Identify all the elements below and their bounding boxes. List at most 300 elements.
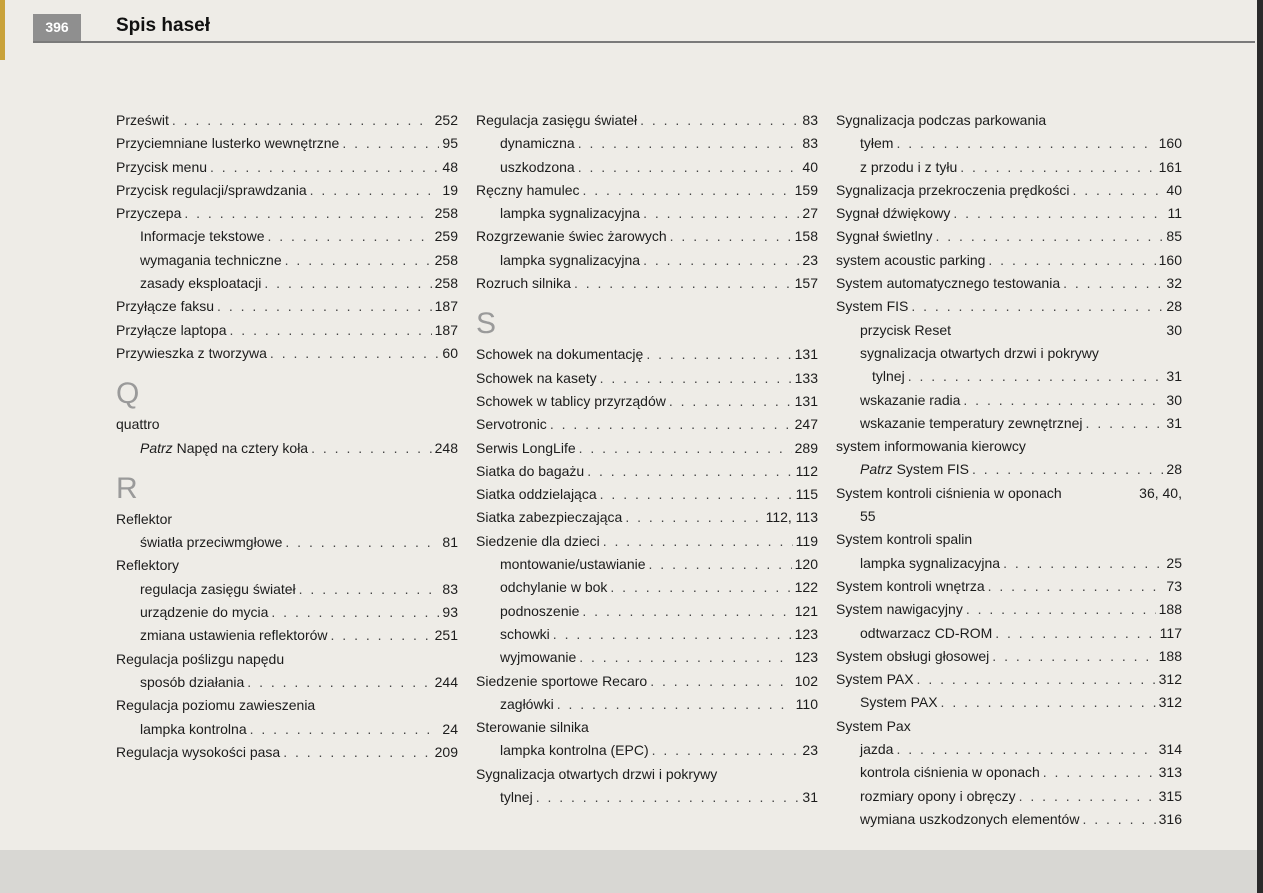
dot-leader [184, 202, 431, 225]
index-subentry [836, 552, 1182, 575]
entry-term-text: System kontroli spalin [836, 531, 973, 548]
dot-leader [649, 553, 792, 576]
entry-term [836, 575, 985, 598]
entry-term-text: Regulacja wysokości pasa [116, 743, 281, 760]
dot-leader [1082, 808, 1155, 831]
index-subentry [836, 412, 1182, 435]
index-entry [836, 109, 1182, 132]
entry-term [836, 272, 1060, 295]
entry-term-text: system informowania kierowcy [836, 438, 1026, 455]
entry-page-number: 31 [802, 789, 818, 806]
page-number: 396 [33, 14, 81, 41]
entry-term-text: System obsługi głosowej [836, 647, 990, 664]
entry-page-number: 312 [1158, 671, 1182, 688]
entry-page-number: 24 [442, 720, 458, 737]
entry-page-number: 112 [795, 462, 818, 479]
entry-page-number: 289 [794, 439, 818, 456]
entry-term-text: Przyciemniane lusterko wewnętrzne [116, 135, 340, 152]
index-entry [476, 460, 818, 483]
entry-term [836, 109, 1046, 132]
entry-page-number: 131 [794, 346, 818, 363]
entry-term-text: Sygnał dźwiękowy [836, 205, 951, 222]
index-subentry [836, 389, 1182, 412]
dot-leader [264, 272, 431, 295]
index-entry [116, 156, 458, 179]
dot-leader [579, 646, 791, 669]
entry-term-text: Przycisk menu [116, 158, 208, 175]
entry-term [860, 389, 960, 412]
dot-leader [270, 342, 440, 365]
index-subentry [116, 272, 458, 295]
index-entry [836, 295, 1182, 318]
entry-page-number: 32 [1166, 275, 1182, 292]
dot-leader [953, 202, 1164, 225]
index-subentry [476, 623, 818, 646]
entry-term [476, 530, 600, 553]
entry-term [836, 598, 963, 621]
entry-term-text: system acoustic parking [836, 251, 986, 268]
dot-leader [331, 624, 432, 647]
dot-leader [574, 272, 792, 295]
entry-page-number: 258 [434, 205, 458, 222]
entry-term-text: zmiana ustawienia reflektorów [140, 627, 328, 644]
index-entry [476, 367, 818, 390]
dot-leader [988, 249, 1155, 272]
dot-leader [1003, 552, 1163, 575]
entry-term-text: Siedzenie dla dzieci [476, 532, 600, 549]
entry-term [500, 249, 640, 272]
entry-term [476, 483, 597, 506]
entry-term [836, 202, 950, 225]
entry-term-text: tylnej [500, 789, 533, 806]
entry-term [836, 435, 1026, 458]
entry-term-text: quattro [116, 416, 160, 433]
dot-leader [583, 179, 792, 202]
entry-page-number: 19 [442, 181, 458, 198]
index-subentry [476, 739, 818, 762]
entry-see-prefix: Patrz [860, 461, 893, 478]
entry-term-text: Rozgrzewanie świec żarowych [476, 228, 667, 245]
page-edge-right [1257, 0, 1263, 893]
entry-term [500, 202, 640, 225]
entry-term-text: odtwarzacz CD-ROM [860, 624, 993, 641]
entry-page-number: 159 [794, 181, 818, 198]
entry-term [860, 319, 951, 342]
entry-page-number: 187 [434, 298, 458, 315]
entry-term-text: Sygnalizacja przekroczenia prędkości [836, 181, 1070, 198]
entry-page-number: 316 [1158, 810, 1182, 827]
index-entry [476, 225, 818, 248]
index-entry [116, 319, 458, 342]
index-subentry [116, 718, 458, 741]
entry-page-number: 23 [802, 251, 818, 268]
entry-page-number: 83 [802, 135, 818, 152]
entry-term [860, 458, 969, 481]
index-subentry [476, 553, 818, 576]
index-entry [476, 179, 818, 202]
entry-page-number: 83 [802, 112, 818, 128]
index-subentry [836, 761, 1182, 784]
page-title: Spis haseł [116, 15, 210, 36]
dot-leader [217, 295, 432, 318]
index-entry [116, 413, 458, 436]
dot-leader [917, 668, 1156, 691]
entry-term [116, 508, 172, 531]
entry-term [140, 225, 265, 248]
entry-page-number: 85 [1166, 228, 1182, 245]
dot-leader [640, 109, 799, 132]
entry-term [500, 786, 533, 809]
dot-leader [553, 623, 792, 646]
entry-term-text: zagłówki [500, 695, 554, 712]
dot-leader [936, 225, 1164, 248]
entry-page-number: 73 [1166, 577, 1182, 594]
entry-page-number: 30 [1166, 391, 1182, 408]
entry-page-number: 102 [794, 672, 818, 689]
index-entry [836, 575, 1182, 598]
entry-page-number: 209 [434, 743, 458, 760]
dot-leader [669, 390, 792, 413]
index-entry [116, 648, 458, 671]
index-entry [116, 202, 458, 225]
entry-term-text: System FIS [896, 461, 969, 478]
index-subentry [836, 738, 1182, 761]
entry-page-number: 119 [795, 532, 818, 549]
entry-term-text: Przyczepa [116, 205, 182, 222]
entry-term [476, 367, 597, 390]
dot-leader [670, 225, 792, 248]
entry-term [476, 437, 576, 460]
entry-page-number: 133 [794, 369, 818, 386]
entry-page-number: 158 [794, 228, 818, 245]
entry-term [860, 691, 938, 714]
entry-term-text: Schowek w tablicy przyrządów [476, 392, 666, 409]
entry-term [116, 202, 181, 225]
index-subentry [116, 601, 458, 624]
entry-term [500, 693, 554, 716]
entry-term-text: dynamiczna [500, 135, 575, 152]
entry-term [476, 716, 589, 739]
index-letter-heading: S [476, 307, 497, 341]
entry-see-prefix: Patrz [140, 439, 173, 456]
index-subentry [836, 622, 1182, 645]
dot-leader [992, 645, 1155, 668]
entry-term [116, 648, 284, 671]
entry-term [836, 715, 911, 738]
index-letter-heading: Q [116, 377, 140, 411]
entry-term-text: Sterowanie silnika [476, 719, 589, 736]
entry-page-number: 248 [434, 439, 458, 456]
index-subentry [116, 578, 458, 601]
index-entry [116, 508, 458, 531]
entry-term [476, 460, 584, 483]
entry-term [476, 225, 667, 248]
entry-page-number: 60 [442, 344, 458, 361]
dot-leader [578, 156, 800, 179]
entry-term [140, 578, 296, 601]
entry-term [500, 576, 607, 599]
index-subentry [116, 531, 458, 554]
index-subentry [476, 693, 818, 716]
dot-leader [579, 437, 792, 460]
footer-band [0, 850, 1257, 893]
entry-term [500, 623, 550, 646]
entry-term [116, 413, 160, 436]
entry-term-text: System automatycznego testowania [836, 275, 1061, 292]
dot-leader [310, 179, 440, 202]
dot-leader [1086, 412, 1164, 435]
entry-page-number: 121 [794, 602, 818, 619]
entry-term [500, 646, 576, 669]
index-subentry [116, 437, 458, 460]
entry-term [140, 531, 282, 554]
index-entry [476, 763, 818, 786]
index-entry [836, 179, 1182, 202]
entry-term [116, 694, 315, 717]
entry-term-text: Serwis LongLife [476, 439, 576, 456]
index-subentry [476, 786, 818, 809]
entry-term-text: Przyłącze faksu [116, 298, 215, 315]
entry-term-text: System Pax [836, 717, 911, 734]
dot-leader [972, 458, 1163, 481]
index-entry [836, 528, 1182, 551]
entry-term-text: System kontroli wnętrza [836, 577, 985, 594]
entry-term [836, 295, 908, 318]
index-entry [116, 132, 458, 155]
entry-term-text: System kontroli ciśnienia w oponach [836, 484, 1062, 501]
dot-leader [1063, 272, 1163, 295]
entry-term-text: podnoszenie [500, 602, 580, 619]
entry-page-number: 115 [795, 486, 818, 503]
entry-page-number: 31 [1166, 414, 1182, 431]
index-entry [116, 342, 458, 365]
entry-term [116, 109, 169, 132]
entry-term [872, 365, 905, 388]
dot-leader [610, 576, 791, 599]
index-entry [836, 598, 1182, 621]
entry-term-text: Reflektor [116, 510, 173, 527]
index-entry [476, 530, 818, 553]
entry-term [860, 738, 893, 761]
entry-term [476, 343, 643, 366]
dot-leader [600, 483, 793, 506]
entry-term-text: System FIS [836, 298, 909, 315]
entry-term-text: Reflektory [116, 557, 180, 574]
index-column-3 [836, 109, 1182, 831]
entry-term-text: Siatka do bagażu [476, 462, 585, 479]
entry-term-text: Sygnalizacja podczas parkowania [836, 112, 1047, 128]
entry-page-number: 48 [442, 158, 458, 175]
entry-page-number: 110 [795, 695, 818, 712]
index-entry [116, 741, 458, 764]
entry-term [500, 553, 646, 576]
dot-leader [247, 671, 431, 694]
entry-page-number: 315 [1158, 787, 1182, 804]
entry-term [500, 156, 575, 179]
index-subentry [836, 505, 1182, 528]
entry-term-text: Prześwit [116, 112, 169, 128]
entry-term [860, 785, 1016, 808]
entry-term [860, 342, 1099, 365]
entry-term [860, 156, 957, 179]
index-entry [476, 343, 818, 366]
dot-leader [210, 156, 439, 179]
dot-leader [966, 598, 1156, 621]
entry-term [116, 741, 280, 764]
dot-leader [1072, 179, 1163, 202]
dot-leader [268, 225, 432, 248]
entry-page-number: 252 [434, 112, 458, 128]
entry-term-text: sposób działania [140, 673, 245, 690]
entry-term [116, 132, 339, 155]
entry-term-text: 55 [860, 508, 876, 525]
entry-term-text: Schowek na dokumentację [476, 346, 644, 363]
entry-term [116, 342, 267, 365]
entry-page-number: 161 [1158, 158, 1182, 175]
entry-term [116, 156, 207, 179]
index-entry [476, 506, 818, 529]
entry-page-number: 251 [434, 627, 458, 644]
dot-leader [250, 718, 440, 741]
entry-page-number: 120 [794, 556, 818, 573]
entry-page-number: 93 [442, 604, 458, 621]
dot-leader [995, 622, 1156, 645]
entry-term-text: Ręczny hamulec [476, 181, 580, 198]
entry-term [500, 600, 579, 623]
dot-leader [963, 389, 1163, 412]
entry-term-text: Regulacja poślizgu napędu [116, 650, 285, 667]
entry-term [836, 249, 985, 272]
entry-page-number: 27 [802, 205, 818, 222]
index-entry [116, 554, 458, 577]
entry-page-number: 112, 113 [765, 509, 818, 526]
entry-term-text: Servotronic [476, 416, 547, 433]
entry-term [476, 670, 647, 693]
entry-page-number: 40 [802, 158, 818, 175]
entry-term-text: Przyłącze laptopa [116, 321, 227, 338]
entry-term-text: System nawigacyjny [836, 601, 963, 618]
index-entry [836, 249, 1182, 272]
entry-page-number: 313 [1158, 764, 1182, 781]
index-subentry [836, 319, 1182, 342]
index-subentry [476, 202, 818, 225]
entry-term [836, 668, 914, 691]
entry-term [140, 624, 328, 647]
entry-term-text: tylnej [872, 368, 905, 385]
dot-leader [603, 530, 793, 553]
entry-term-text: wskazanie radia [860, 391, 961, 408]
dot-leader [908, 365, 1164, 388]
entry-page-number: 40 [1166, 181, 1182, 198]
entry-term [476, 179, 580, 202]
entry-term-text: światła przeciwmgłowe [140, 534, 283, 551]
entry-term [860, 132, 893, 155]
entry-term-text: Napęd na cztery koła [176, 439, 309, 456]
entry-page-number: 122 [794, 579, 818, 596]
index-entry [836, 645, 1182, 668]
index-subentry [116, 671, 458, 694]
entry-term-text: wskazanie temperatury zewnętrznej [860, 414, 1083, 431]
index-column-1 [116, 109, 458, 764]
entry-page-number: 25 [1166, 554, 1182, 571]
entry-term [476, 763, 717, 786]
entry-term [836, 645, 989, 668]
entry-term-text: sygnalizacja otwartych drzwi i pokrywy [860, 344, 1099, 361]
entry-term-text: Rozruch silnika [476, 275, 571, 292]
dot-leader [646, 343, 791, 366]
index-entry [836, 715, 1182, 738]
index-subentry [116, 624, 458, 647]
index-entry [476, 716, 818, 739]
entry-term [476, 272, 571, 295]
dot-leader [557, 693, 793, 716]
entry-term-text: lampka sygnalizacyjna [500, 205, 641, 222]
index-subentry [836, 808, 1182, 831]
index-subentry [836, 785, 1182, 808]
entry-term [140, 718, 247, 741]
entry-term-text: rozmiary opony i obręczy [860, 787, 1016, 804]
index-entry [836, 482, 1182, 505]
dot-leader [652, 739, 800, 762]
entry-page-number: 30 [1166, 321, 1182, 338]
entry-page-number: 31 [1166, 368, 1182, 385]
entry-page-number: 131 [794, 392, 818, 409]
entry-page-number: 258 [434, 275, 458, 292]
entry-page-number: 247 [794, 416, 818, 433]
entry-page-number: 160 [1158, 135, 1182, 152]
dot-leader [285, 249, 432, 272]
entry-term-text: Informacje tekstowe [140, 228, 265, 245]
index-subentry [836, 458, 1182, 481]
index-subentry [836, 365, 1182, 388]
entry-term-text: Przywieszka z tworzywa [116, 344, 267, 361]
entry-term-text: Schowek na kasety [476, 369, 597, 386]
index-entry [116, 694, 458, 717]
index-entry [836, 272, 1182, 295]
dot-leader [582, 600, 791, 623]
entry-term-text: regulacja zasięgu świateł [140, 580, 296, 597]
entry-term-text: wyjmowanie [500, 649, 577, 666]
dot-leader [550, 413, 792, 436]
dot-leader [283, 741, 431, 764]
header-rule [33, 41, 1255, 43]
entry-page-number: 83 [442, 580, 458, 597]
entry-term-text: odchylanie w bok [500, 579, 608, 596]
entry-term-text: przycisk Reset [860, 321, 952, 338]
entry-page-number: 28 [1166, 461, 1182, 478]
index-subentry [836, 342, 1182, 365]
entry-term [836, 528, 972, 551]
dot-leader [578, 132, 800, 155]
dot-leader [172, 109, 432, 132]
entry-term [140, 249, 282, 272]
entry-page-number: 28 [1166, 298, 1182, 315]
entry-term [860, 622, 992, 645]
entry-term-text: kontrola ciśnienia w oponach [860, 764, 1040, 781]
entry-term-text: schowki [500, 625, 550, 642]
entry-page-number: 258 [434, 251, 458, 268]
entry-term [836, 179, 1069, 202]
entry-term [476, 109, 637, 132]
entry-term-text: tyłem [860, 135, 894, 152]
index-subentry [476, 249, 818, 272]
dot-leader [342, 132, 439, 155]
entry-term [860, 808, 1079, 831]
entry-term [116, 554, 179, 577]
page-header [0, 0, 1257, 44]
dot-leader [896, 738, 1155, 761]
index-letter-heading: R [116, 471, 138, 505]
